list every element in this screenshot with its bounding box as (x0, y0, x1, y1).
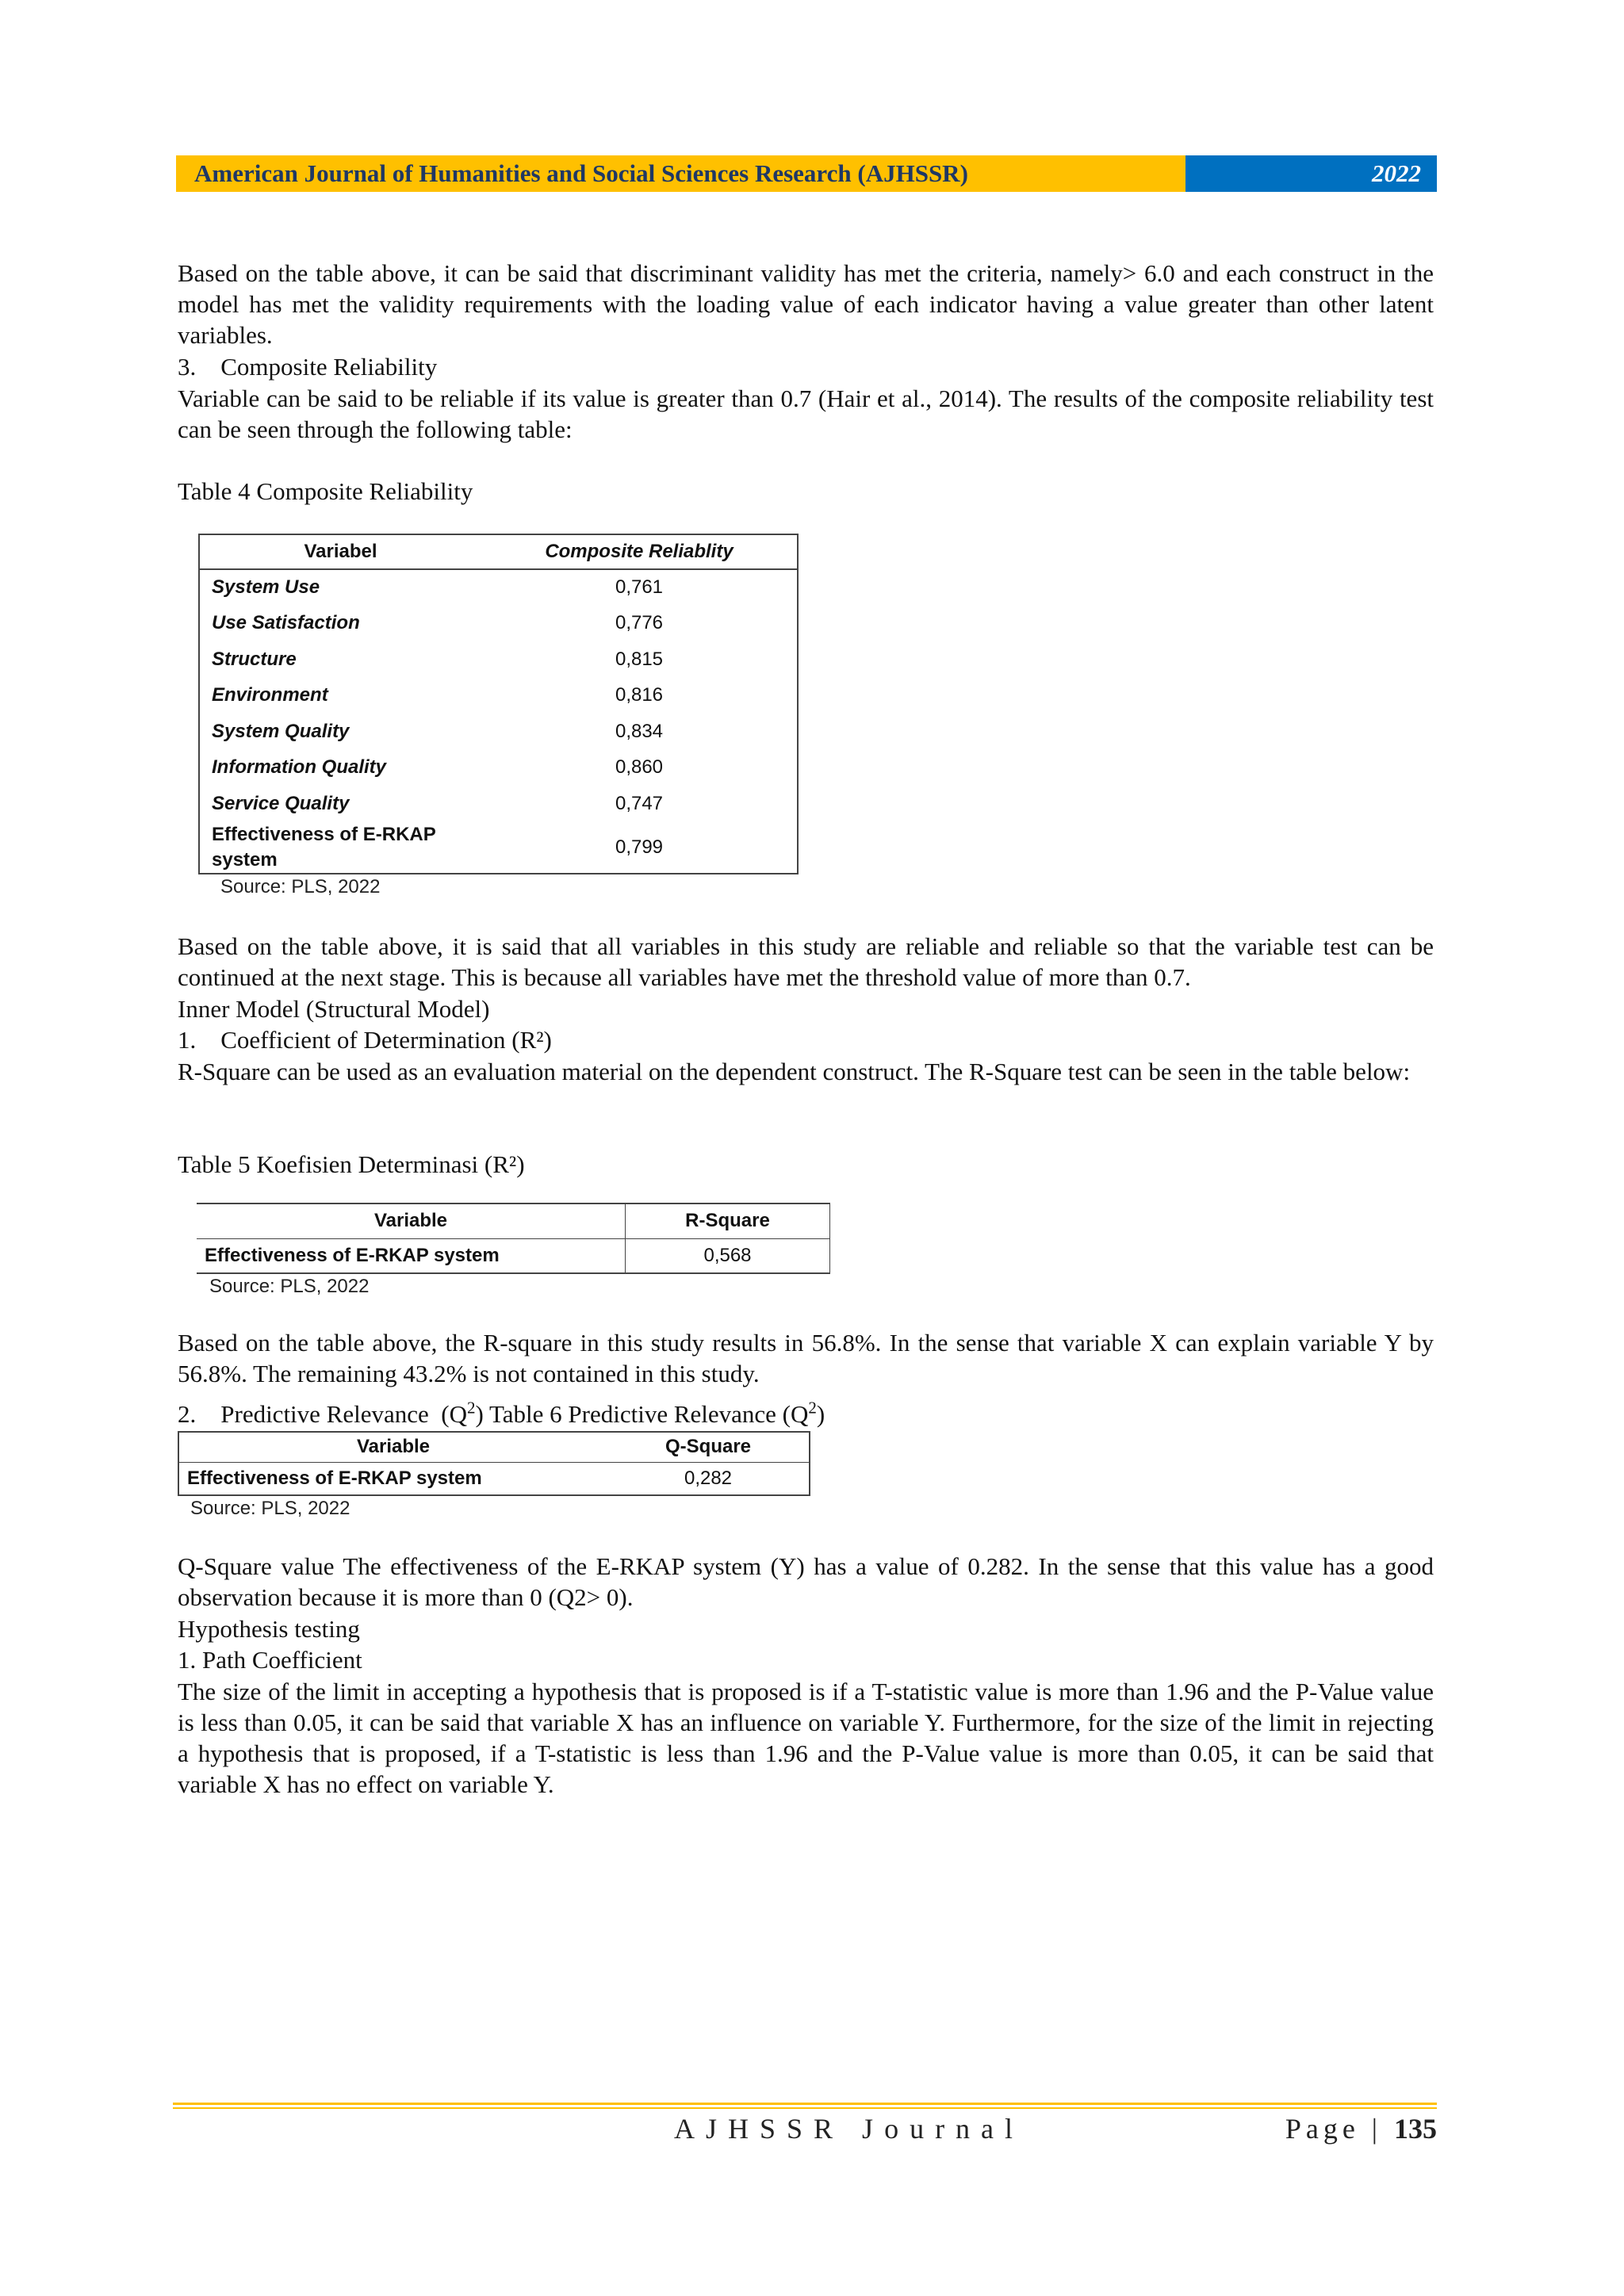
table4-row-name (199, 822, 481, 874)
table-row (197, 1238, 830, 1273)
table-row (199, 750, 798, 786)
table6-col-variable: Variable (356, 1436, 431, 1458)
paragraph-discriminant-validity: Based on the table above, it can be said that discriminant validity has met the criteria, namely> 6.0 and each construct in the model has met the validity requirements with the loading value of each indicator having a value greater than other latent variables. (178, 259, 1434, 349)
table4-row-name: System Quality (212, 720, 350, 742)
table-row (199, 569, 798, 606)
paragraph-r-square-intro: R-Square can be used as an evaluation material on the dependent construct. The R-Square test can be seen in the table below: (178, 1058, 1411, 1085)
table-row (199, 641, 798, 678)
table4-row-value: 0,776 (615, 612, 664, 634)
table4-header-row (199, 534, 798, 569)
table5-row-value: 0,568 (626, 1238, 830, 1273)
table4-row-value: 0,747 (615, 792, 664, 814)
table4-last-line1: Effectiveness of E-RKAP (212, 823, 436, 845)
table4-row-value: 0,834 (615, 720, 664, 742)
paragraph-reliable-result: Based on the table above, it is said that all variables in this study are reliable and reliable so that the variable test can be continued at the next stage. This is because all variables have met the threshold value of more than 0.7. (178, 932, 1434, 991)
heading-pred-part-b: ) Table 6 Predictive Relevance (Q (475, 1400, 809, 1428)
table4-caption: Table 4 Composite Reliability (178, 477, 473, 505)
heading-pred-sup1: 2 (466, 1398, 476, 1418)
footer-page (1285, 2112, 1437, 2145)
journal-header-right (1185, 155, 1437, 192)
table6-header-row (178, 1432, 810, 1462)
journal-header-bar (176, 155, 1437, 192)
table5-source: Source: PLS, 2022 (209, 1276, 370, 1297)
table4-row-value: 0,860 (615, 756, 664, 779)
table5-header-row (197, 1203, 830, 1238)
paragraph-path-coefficient: The size of the limit in accepting a hypothesis that is proposed is if a T-statistic value is more than 1.96 and the P-Value value is less than 0.05, it can be said that variable X has an influence on variable Y. Furthermore, for the size of the limit in rejecting a hypothesis that is proposed, if a T-statistic is less than 1.96 and the P-Value value is more than 0.05, it can be said that variable X has no effect on variable Y. (178, 1678, 1434, 1798)
heading-pred-part-c: ) (816, 1400, 825, 1428)
table4-row-name: System Use (212, 576, 320, 599)
table4-col-composite: Composite Reliablity (545, 541, 733, 562)
heading-pred-sup2: 2 (808, 1398, 817, 1418)
heading-pred-part-a: 2. Predictive Relevance (Q (178, 1400, 467, 1428)
journal-year: 2022 (1372, 159, 1421, 187)
table4-row-name: Information Quality (212, 756, 387, 779)
table-row (199, 786, 798, 822)
table4-row-value: 0,815 (615, 648, 664, 670)
footer-page-number: 135 (1394, 2113, 1437, 2145)
table6-row-value: 0,282 (684, 1467, 733, 1489)
footer-journal-name: AJHSSR Journal (674, 2113, 1025, 2145)
table5-col-variable: Variable (197, 1203, 626, 1238)
paragraph-composite-intro: Variable can be said to be reliable if its value is greater than 0.7 (Hair et al., 2014). The results of the composite reliability test can be seen through the following table: (178, 385, 1434, 443)
table-row (178, 1462, 810, 1495)
table-row (199, 822, 798, 874)
paragraph-r-square-result: Based on the table above, the R-square in this study results in 56.8%. In the sense that variable X can explain variable Y by 56.8%. The remaining 43.2% is not contained in this study. (178, 1329, 1434, 1387)
table5-caption: Table 5 Koefisien Determinasi (R²) (178, 1150, 525, 1178)
paragraph-q-square-result: Q-Square value The effectiveness of the E-RKAP system (Y) has a value of 0.282. In the sense that this value has a good observation because it is more than 0 (Q2> 0). (178, 1552, 1434, 1611)
heading-path-coefficient: 1. Path Coefficient (178, 1646, 362, 1674)
table4-source: Source: PLS, 2022 (220, 876, 381, 897)
footer-rule-bottom (173, 2107, 1437, 2109)
table4-composite-reliability (198, 534, 799, 874)
table4-row-name: Structure (212, 648, 297, 670)
table4-row-name: Environment (212, 684, 328, 706)
table6-row-name: Effectiveness of E-RKAP system (187, 1467, 482, 1489)
table4-row-value: 0,816 (615, 684, 664, 706)
table6-q-square (178, 1431, 810, 1496)
table4-row-name: Use Satisfaction (212, 612, 360, 634)
journal-header-left (176, 155, 1185, 192)
table5-col-r-square: R-Square (626, 1203, 830, 1238)
table-row (199, 678, 798, 714)
table4-row-value: 0,799 (615, 836, 664, 858)
table5-row-name: Effectiveness of E-RKAP system (197, 1238, 626, 1273)
heading-hypothesis-testing: Hypothesis testing (178, 1615, 360, 1643)
table-row (199, 606, 798, 642)
heading-coefficient-determination: 1. Coefficient of Determination (R²) (178, 1026, 552, 1054)
footer-page-label: Page | (1285, 2113, 1382, 2145)
table-row (199, 714, 798, 750)
heading-predictive-relevance (178, 1399, 1434, 1429)
heading-inner-model: Inner Model (Structural Model) (178, 995, 490, 1023)
table4-row-value: 0,761 (615, 576, 664, 599)
journal-title: American Journal of Humanities and Social Sciences Research (AJHSSR) (194, 159, 968, 187)
heading-composite-reliability: 3. Composite Reliability (178, 353, 438, 381)
table4-col-variabel: Variabel (304, 541, 377, 562)
table4-row-name: Service Quality (212, 792, 350, 814)
table6-col-q-square: Q-Square (665, 1436, 752, 1458)
table5-r-square (197, 1203, 830, 1274)
table4-last-line2: system (212, 848, 278, 871)
table6-source: Source: PLS, 2022 (190, 1498, 350, 1519)
footer-rule-top (173, 2103, 1437, 2105)
